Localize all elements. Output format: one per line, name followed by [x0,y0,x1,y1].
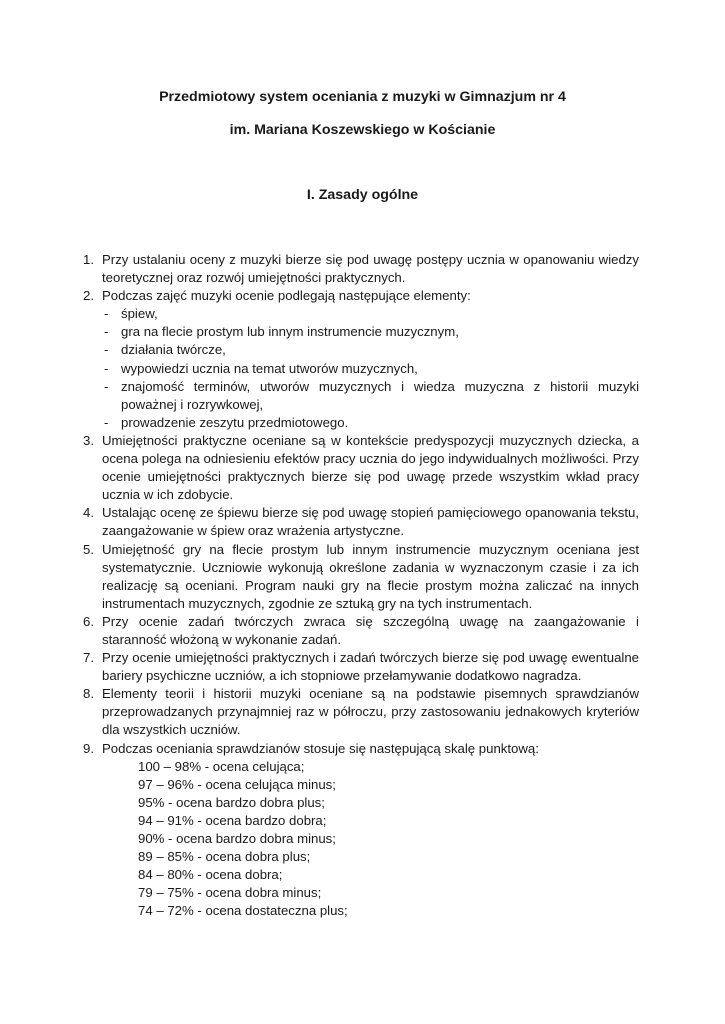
item-number: 9. [83,740,94,756]
item-number: 4. [83,505,94,521]
dash-marker: - [104,324,109,340]
list-item [83,432,639,504]
dash-marker: - [104,360,109,376]
document-subtitle: im. Mariana Koszewskiego w Kościanie [229,122,496,138]
sub-list-item [102,378,639,414]
scale-row: 74 – 72% - ocena dostateczna plus; [138,903,348,919]
dash-marker: - [104,342,109,358]
item-text: Ustalając ocenę ze śpiewu bierze się pod uwagę stopień pamięciowego opanowania tekstu, zaangażowanie w śpiew oraz wrażenia artystyczne. [102,505,639,539]
item-text: Umiejętność gry na flecie prostym lub innym instrumencie muzycznym oceniana jest systematycznie. Uczniowie wykonują określone zadania w wyznaczonym czasie i za ich realizację są oceniani. Program nauki gry na flecie prostym można zaliczać na innych instrumentach muzycznych, zgodnie ze sztuką gry na tych instrumentach. [102,541,639,611]
item-number: 2. [83,288,94,304]
document-title: Przedmiotowy system oceniania z muzyki w Gimnazjum nr 4 [159,89,566,105]
sub-list-item [102,414,639,432]
sub-item-text: działania twórcze, [121,342,226,358]
rules-list [83,251,639,920]
list-item [83,541,639,613]
grading-scale [102,758,639,921]
scale-row: 84 – 80% - ocena dobra; [138,867,283,883]
item-text: Umiejętności praktyczne oceniane są w kontekście predyspozycji muzycznych dziecka, a ocena polega na odniesieniu efektów pracy ucznia do jego indywidualnych możliwości. Przy ocenie umiejętności praktycznych bierze się pod uwagę przede wszystkim wkład pracy ucznia w ich zdobycie. [102,432,639,503]
list-item [83,287,639,432]
item-text: Elementy teorii i historii muzyki oceniane są na podstawie pisemnych sprawdzianów przeprowadzanych przynajmniej raz w półroczu, przy zastosowaniu jednakowych kryteriów dla wszystkich uczniów. [102,686,639,738]
item-number: 5. [83,541,94,557]
scale-row: 79 – 75% - ocena dobra minus; [138,885,322,901]
sub-list-item [102,360,639,378]
list-item [83,685,639,739]
item-text: Przy ocenie umiejętności praktycznych i zadań twórczych bierze się pod uwagę ewentualne bariery psychiczne uczniów, a ich stopniowe przełamywanie dodatkowo nagradza. [102,650,639,684]
item-number: 7. [83,650,94,666]
scale-row: 90% - ocena bardzo dobra minus; [138,831,336,846]
dash-marker: - [104,378,109,394]
sub-item-text: śpiew, [121,306,158,322]
scale-row: 97 – 96% - ocena celująca minus; [138,776,336,792]
sub-item-text: znajomość terminów, utworów muzycznych i wiedza muzyczna z historii muzyki poważnej i rozrywkowej, [121,378,639,412]
item-text: Przy ustalaniu oceny z muzyki bierze się pod uwagę postępy ucznia w opanowaniu wiedzy teoretycznej oraz rozwój umiejętności praktycznych. [102,252,639,286]
item-text: Przy ocenie zadań twórczych zwraca się szczególną uwagę na zaangażowanie i staranność włożoną w wykonanie zadań. [102,613,639,647]
document-body [83,251,639,920]
list-item [83,251,639,287]
scale-row: 95% - ocena bardzo dobra plus; [138,794,325,810]
sub-item-text: prowadzenie zeszytu przedmiotowego. [121,414,349,430]
item-number: 1. [83,252,94,267]
sub-list-item [102,323,639,341]
scale-row: 100 – 98% - ocena celująca; [138,758,305,774]
scale-row: 94 – 91% - ocena bardzo dobra; [138,812,327,828]
sub-list-item [102,341,639,359]
scale-row: 89 – 85% - ocena dobra plus; [138,849,311,865]
sub-list-item [102,305,639,323]
item-number: 8. [83,686,94,702]
dash-marker: - [104,414,109,430]
dash-marker: - [104,306,109,322]
list-item [83,649,639,685]
item-number: 3. [83,432,94,448]
item-number: 6. [83,613,94,629]
list-item [83,613,639,649]
list-item [83,504,639,540]
elements-list [102,305,639,432]
sub-item-text: wypowiedzi ucznia na temat utworów muzycznych, [121,360,418,376]
section-title: I. Zasady ogólne [306,187,419,203]
item-text: Podczas oceniania sprawdzianów stosuje się następującą skalę punktową: [102,740,539,756]
list-item [83,740,639,921]
sub-item-text: gra na flecie prostym lub innym instrumencie muzycznym, [121,324,459,340]
item-text: Podczas zajęć muzyki ocenie podlegają następujące elementy: [102,288,471,304]
